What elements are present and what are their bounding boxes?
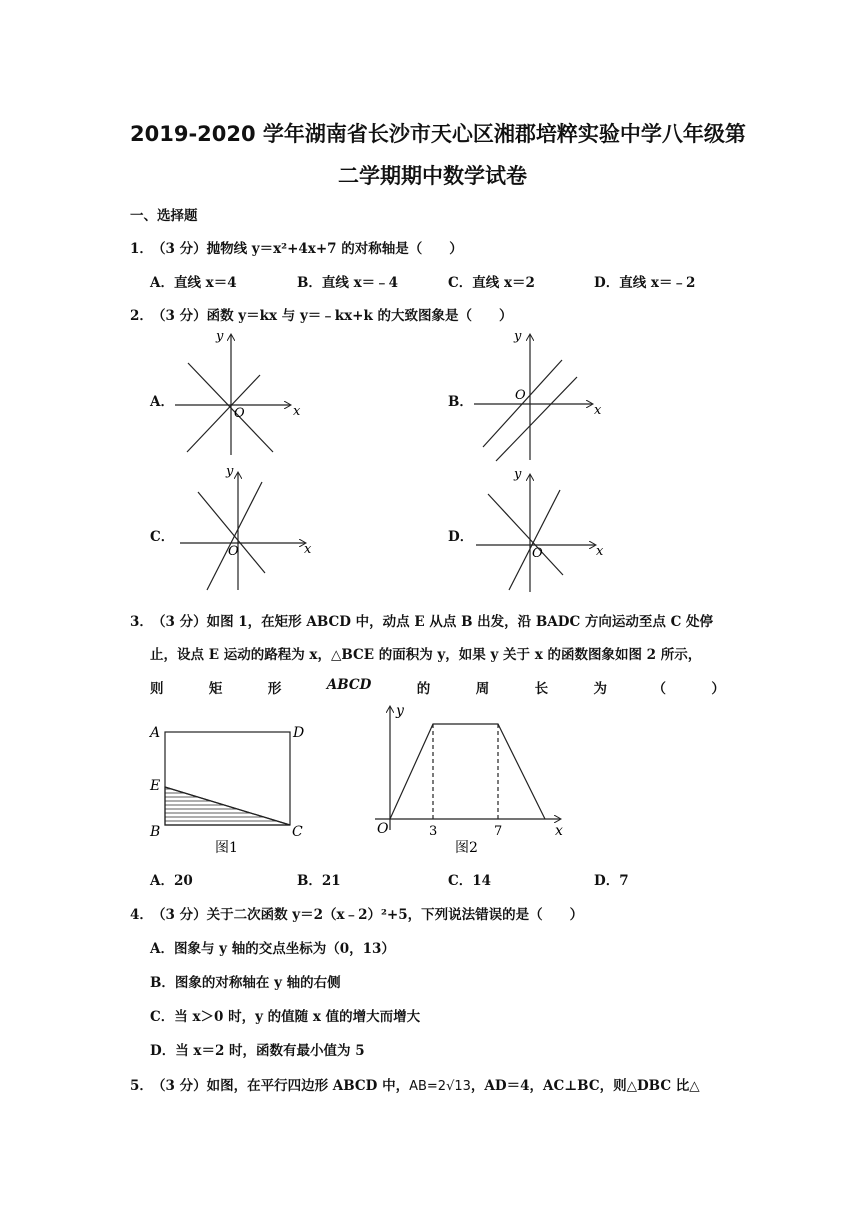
q3-option-a: A．20 bbox=[150, 873, 193, 889]
graph-d bbox=[476, 475, 595, 592]
q3-w9: ） bbox=[711, 681, 725, 697]
figure-1-rectangle bbox=[165, 732, 290, 825]
graph-b-x-label: x bbox=[594, 403, 602, 418]
figure-2-graph bbox=[375, 707, 560, 830]
q3-w2: 形 bbox=[267, 681, 282, 697]
fig2-origin: O bbox=[377, 821, 389, 837]
graph-d-origin: O bbox=[532, 546, 543, 561]
q1-option-d: D．直线 x＝﹣2 bbox=[594, 275, 696, 291]
q3-w7: 为 bbox=[593, 681, 608, 697]
q5-formula: AB=2√13 bbox=[409, 1079, 471, 1094]
q3-w8: （ bbox=[652, 681, 666, 697]
graph-b-y-label: y bbox=[514, 329, 522, 344]
q3-option-c: C．14 bbox=[448, 873, 492, 889]
graph-d-y-label: y bbox=[514, 467, 522, 482]
graph-c bbox=[180, 473, 305, 590]
graph-b-origin: O bbox=[515, 388, 526, 403]
graph-a-y-label: y bbox=[216, 329, 224, 344]
q2-label-d: D． bbox=[448, 529, 474, 545]
q2-label-b: B． bbox=[448, 394, 473, 410]
q2-graphs bbox=[0, 0, 860, 600]
q3-w1: 矩 bbox=[208, 681, 223, 697]
q5-number: 5． bbox=[130, 1078, 153, 1094]
fig2-caption: 图2 bbox=[455, 840, 478, 856]
fig1-label-a: A bbox=[150, 725, 161, 741]
q3-w6: 长 bbox=[534, 681, 549, 697]
q4-option-b: B．图象的对称轴在 y 轴的右侧 bbox=[150, 975, 341, 991]
graph-c-y-label: y bbox=[226, 464, 234, 479]
q3-number: 3． bbox=[130, 614, 153, 630]
q2-text: （3 分）函数 y＝kx 与 y＝﹣kx+k 的大致图象是（ ） bbox=[152, 308, 513, 324]
q3-line-3 bbox=[150, 677, 725, 697]
q1-option-c: C．直线 x＝2 bbox=[448, 275, 535, 291]
q4-option-c: C．当 x＞0 时，y 的值随 x 值的增大而增大 bbox=[150, 1009, 421, 1025]
fig1-label-e: E bbox=[150, 778, 161, 794]
title-line-1: 2019-2020 学年湖南省长沙市天心区湘郡培粹实验中学八年级第 bbox=[130, 122, 746, 146]
fig2-tick-3: 3 bbox=[429, 824, 438, 839]
fig1-label-b: B bbox=[150, 824, 161, 840]
q3-line-2: 止，设点 E 运动的路程为 x，△BCE 的面积为 y，如果 y 关于 x 的函数图象如图 2 所示， bbox=[150, 647, 702, 663]
graph-d-x-label: x bbox=[596, 544, 604, 559]
fig1-caption: 图1 bbox=[215, 840, 238, 856]
q3-option-b: B．21 bbox=[297, 873, 341, 889]
graph-a-origin: O bbox=[234, 406, 245, 421]
q5-text-before: （3 分）如图，在平行四边形 ABCD 中， bbox=[152, 1078, 410, 1094]
q5-text-after: ，AD＝4，AC⊥BC，则△DBC 比△ bbox=[470, 1078, 700, 1094]
fig1-label-c: C bbox=[292, 824, 303, 840]
q3-w4: 的 bbox=[416, 681, 431, 697]
q2-label-a: A． bbox=[150, 394, 174, 410]
q4-option-d: D．当 x＝2 时，函数有最小值为 5 bbox=[150, 1043, 365, 1059]
q1-option-a: A．直线 x＝4 bbox=[150, 275, 237, 291]
section-heading: 一、选择题 bbox=[130, 208, 198, 224]
q3-w3: ABCD bbox=[326, 677, 372, 693]
q4-number: 4． bbox=[130, 907, 153, 923]
title-line-2: 二学期期中数学试卷 bbox=[338, 164, 527, 188]
graph-a bbox=[175, 335, 290, 455]
q2-number: 2． bbox=[130, 308, 153, 324]
q3-w5: 周 bbox=[475, 681, 490, 697]
q4-text: （3 分）关于二次函数 y＝2（x﹣2）²+5，下列说法错误的是（ ） bbox=[152, 907, 584, 923]
q1-text: （3 分）抛物线 y＝x²+4x+7 的对称轴是（ ） bbox=[152, 241, 463, 257]
q1-number: 1． bbox=[130, 241, 153, 257]
q1-option-b: B．直线 x＝﹣4 bbox=[297, 275, 399, 291]
q4-option-a: A．图象与 y 轴的交点坐标为（0，13） bbox=[150, 941, 395, 957]
fig2-tick-7: 7 bbox=[494, 824, 503, 839]
q3-w0: 则 bbox=[150, 681, 164, 697]
q3-option-d: D．7 bbox=[594, 873, 629, 889]
graph-b bbox=[474, 335, 592, 461]
graph-c-origin: O bbox=[228, 544, 239, 559]
fig2-x-label: x bbox=[555, 823, 563, 839]
graph-a-x-label: x bbox=[293, 404, 301, 419]
q5-text bbox=[152, 1074, 700, 1094]
fig1-label-d: D bbox=[293, 725, 305, 741]
q3-figures bbox=[0, 695, 860, 865]
q2-label-c: C． bbox=[150, 529, 175, 545]
graph-c-x-label: x bbox=[304, 542, 312, 557]
q3-line-1: （3 分）如图 1，在矩形 ABCD 中，动点 E 从点 B 出发，沿 BADC 方向运动至点 C 处停 bbox=[152, 614, 714, 630]
fig2-y-label: y bbox=[396, 703, 404, 719]
